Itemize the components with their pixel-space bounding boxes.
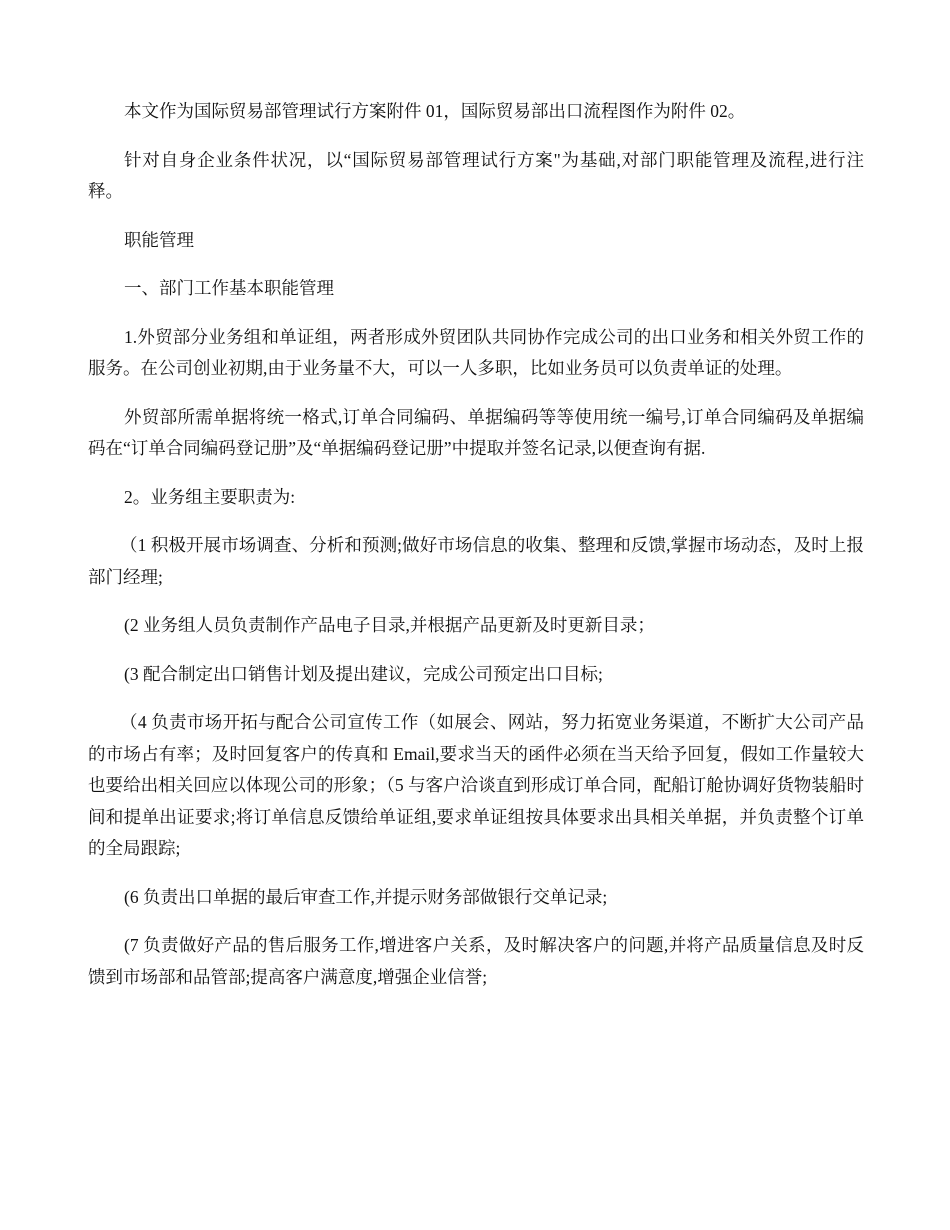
paragraph-document-coding: 外贸部所需单据将统一格式,订单合同编码、单据编码等等使用统一编号,订单合同编码及单据编码在“订单合同编码登记册”及“单据编码登记册”中提取并签名记录,以便查询有据. — [88, 406, 864, 458]
subsection-heading-basic-functions: 一、部门工作基本职能管理 — [124, 278, 334, 298]
list-item-duty-3: (3 配合制定出口销售计划及提出建议，完成公司预定出口目标; — [124, 663, 603, 684]
list-item-duty-1: （1 积极开展市场调查、分析和预测;做好市场信息的收集、整理和反馈,掌握市场动态，及时上报部门经理; — [88, 535, 864, 587]
paragraph-annotation-intro: 针对自身企业条件状况，以“国际贸易部管理试行方案"为基础,对部门职能管理及流程,进行注释。 — [88, 149, 864, 201]
list-item-duty-6: (6 负责出口单据的最后审查工作,并提示财务部做银行交单记录; — [124, 886, 608, 907]
list-item-duty-2: (2 业务组人员负责制作产品电子目录,并根据产品更新及时更新目录； — [124, 615, 655, 635]
document-body — [88, 96, 864, 1010]
section-heading-function-management: 职能管理 — [124, 229, 194, 250]
paragraph-business-duties-heading: 2。业务组主要职责为: — [124, 486, 296, 507]
paragraph-team-structure: 1.外贸部分业务组和单证组，两者形成外贸团队共同协作完成公司的出口业务和相关外贸工作的服务。在公司创业初期,由于业务量不大，可以一人多职，比如业务员可以负责单证的处理。 — [88, 326, 864, 378]
list-item-duty-4-5: （4 负责市场开拓与配合公司宣传工作（如展会、网站，努力拓宽业务渠道，不断扩大公司产品的市场占有率；及时回复客户的传真和 Email,要求当天的函件必须在当天给予回复，假如工作量较大也要给出相关回应以体现公司的形象；（5 与客户洽谈直到形成订单合同，配船订舱协调好货物装船时间和提单出证要求;将订单信息反馈给单证组,要求单证组按具体要求出具相关单据，并负责整个订单的全局跟踪; — [88, 712, 864, 858]
paragraph-attachment-note: 本文作为国际贸易部管理试行方案附件 01，国际贸易部出口流程图作为附件 02。 — [124, 101, 746, 121]
list-item-duty-7: (7 负责做好产品的售后服务工作,增进客户关系，及时解决客户的问题,并将产品质量信息及时反馈到市场部和品管部;提高客户满意度,增强企业信誉; — [88, 935, 864, 987]
